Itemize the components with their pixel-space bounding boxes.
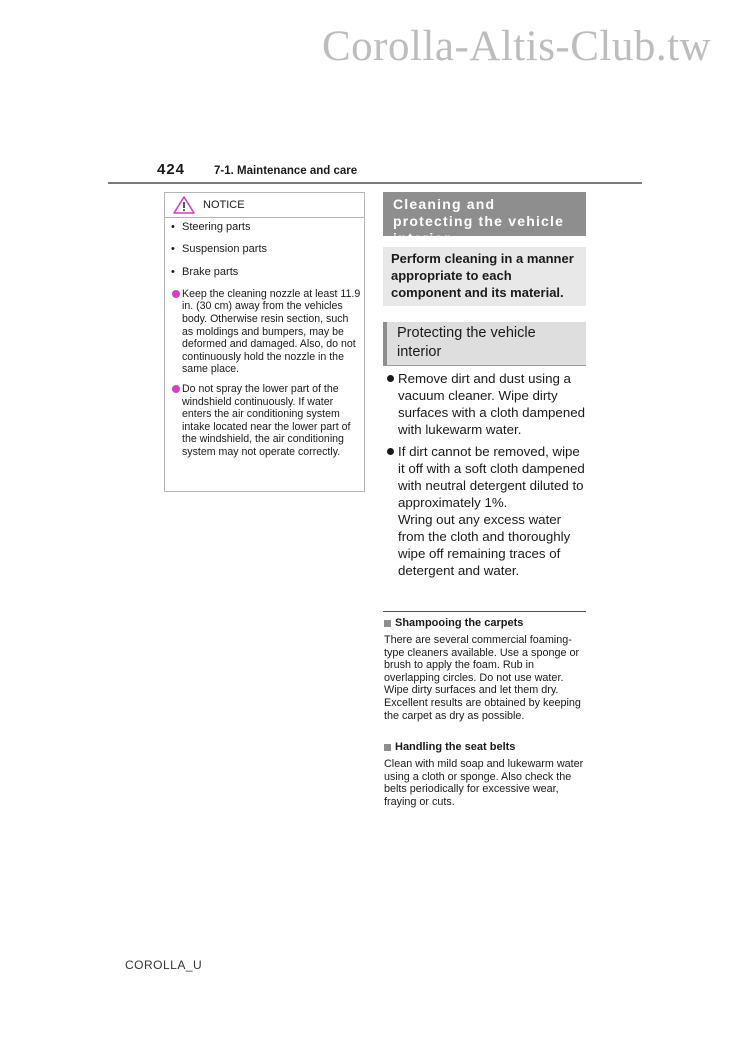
notice-bullet: • Suspension parts — [168, 243, 361, 256]
list-item — [384, 443, 588, 511]
belts-heading-text: Handling the seat belts — [395, 741, 516, 753]
square-bullet-icon — [384, 744, 391, 751]
content-list — [384, 370, 588, 584]
notice-body — [165, 218, 364, 459]
shampoo-text: There are several commercial foaming-type cleaners available. Use a sponge or brush to apply the foam. Rub in overlapping circles. Do not use water. Wipe dirty surfaces and let them dry. Excellent results are obtained by keeping the carpet as dry as possible. — [384, 634, 581, 722]
list-item — [384, 370, 588, 438]
bullet-icon — [387, 375, 394, 382]
notice-header — [165, 193, 364, 218]
intro-text: Perform cleaning in a manner appropriate to each component and its material. — [383, 247, 586, 306]
page-number: 424 — [157, 161, 186, 178]
notice-paragraph — [168, 383, 361, 459]
header-rule — [108, 182, 642, 184]
square-bullet-icon — [384, 620, 391, 627]
divider — [383, 611, 586, 612]
notice-paragraph-text: Do not spray the lower part of the windshield continuously. If water enters the air conditioning system intake located near the lower part of the windshield, the air conditioning system may not operate correctly. — [182, 383, 351, 459]
watermark: Corolla-Altis-Club.tw — [322, 23, 712, 70]
shampoo-heading-text: Shampooing the carpets — [395, 617, 524, 629]
list-item-text: Remove dirt and dust using a vacuum cleaner. Wipe dirty surfaces with a cloth dampened with lukewarm water. — [398, 371, 586, 437]
notice-bullet: • Brake parts — [168, 266, 361, 279]
belts-heading — [384, 740, 588, 754]
warning-dot-icon — [172, 385, 180, 393]
notice-paragraph — [168, 288, 361, 376]
list-item-continuation — [384, 511, 588, 579]
seat-belts-section — [384, 740, 588, 808]
main-heading: Cleaning and protecting the vehicle interior — [383, 192, 586, 236]
shampoo-heading — [384, 616, 588, 630]
list-item-text: If dirt cannot be removed, wipe it off with a soft cloth dampened with neutral detergent diluted to approximately 1%. — [398, 444, 585, 510]
belts-text: Clean with mild soap and lukewarm water using a cloth or sponge. Also check the belts periodically for excessive wear, fraying or cuts. — [384, 758, 584, 808]
sub-heading: Protecting the vehicle interior — [383, 322, 586, 366]
shampoo-section — [384, 616, 588, 722]
warning-dot-icon — [172, 290, 180, 298]
section-title: 7-1. Maintenance and care — [214, 165, 358, 177]
bullet-icon — [387, 448, 394, 455]
list-item-text: Wring out any excess water from the cloth and thoroughly wipe off remaining traces of detergent and water. — [398, 512, 571, 578]
notice-bullet: • Steering parts — [168, 221, 361, 234]
warning-triangle-icon — [173, 196, 195, 214]
notice-box — [164, 192, 365, 492]
notice-paragraph-text: Keep the cleaning nozzle at least 11.9 in. (30 cm) away from the vehicles body. Otherwise resin section, such as moldings and bumpers, may be deformed and damaged. Also, do not continuously hold the nozzle in the same place. — [182, 287, 361, 376]
footer-model: COROLLA_U — [125, 958, 203, 972]
notice-label: NOTICE — [203, 199, 245, 211]
